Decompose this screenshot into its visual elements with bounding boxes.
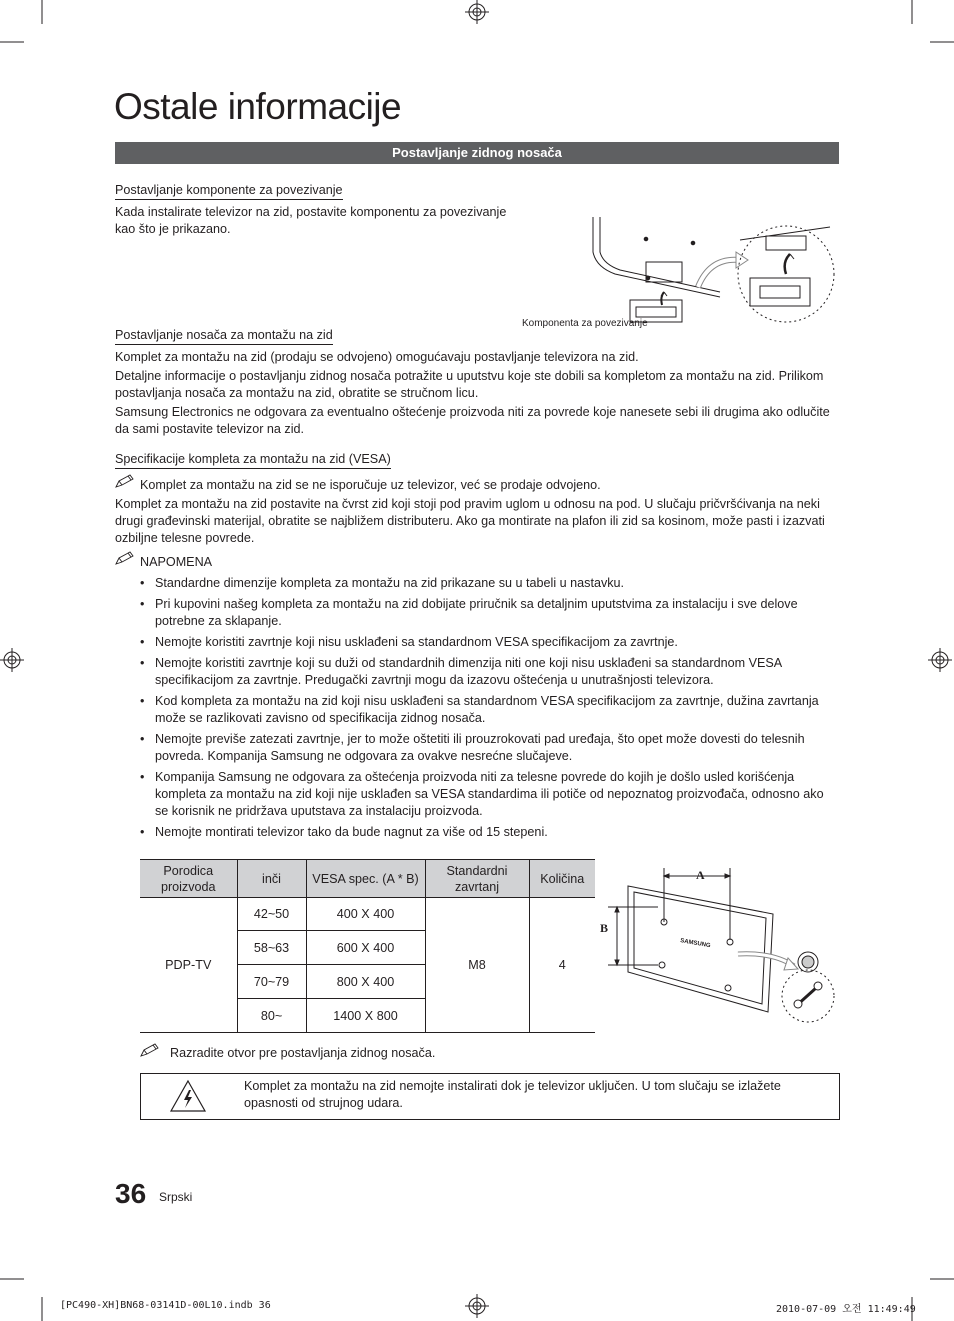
connection-component-illustration [522, 212, 840, 337]
table-header: Porodica proizvoda [140, 860, 237, 898]
table-header: Količina [529, 860, 595, 898]
page-language: Srpski [159, 1190, 193, 1204]
vesa-paragraph: Komplet za montažu na zid postavite na čvrst zid koji stoji pod pravim uglom u odnosu na pod. U slučaju pričvršćivanja na neki drugi građevinski materijal, obratite se najbližem distributeru. Ako ga montirate na plafon ili zid sa kosinom, može pasti i izazvati ozbiljne telesne povrede. [115, 497, 825, 545]
tv-brand-logo: SAMSUNG [679, 938, 711, 950]
section-title-bar: Postavljanje zidnog nosača [115, 142, 839, 164]
table-cell-inch: 42~50 [237, 898, 306, 931]
list-item: • Nemojte previše zatezati zavrtnje, jer to može oštetiti ili prouzrokovati pad uređaja, što opet može dovesti do telesnih povreda. Kompanija Samsung ne odgovara za ovakve nesrećne slučajeve. [140, 731, 840, 765]
footer-file-name: [PC490-XH]BN68-03141D-00L10.indb 36 [60, 1300, 271, 1311]
table-cell-inch: 58~63 [237, 931, 306, 965]
table-header: inči [237, 860, 306, 898]
page-number: 36 [115, 1178, 147, 1209]
table-cell-spec: 600 X 400 [306, 931, 425, 965]
napomena-label: NAPOMENA [140, 555, 213, 569]
tv-back-vesa-diagram [598, 862, 840, 1032]
component-text: Kada instalirate televizor na zid, postavite komponentu za povezivanje kao što je prikazano. [115, 205, 507, 236]
table-header: Standardni zavrtanj [425, 860, 529, 898]
table-cell-screw: M8 [425, 898, 529, 1033]
table-cell-family: PDP-TV [140, 898, 237, 1033]
table-header: VESA spec. (A * B) [306, 860, 425, 898]
list-item: • Kod kompleta za montažu na zid koji nisu usklađeni sa standardnom VESA specifikacijom za zavrtnje, dužina zavrtanja može se razlikovati zavisno od specifikacija zidnog nosača. [140, 693, 840, 727]
note-pencil-icon [115, 474, 137, 488]
list-item: • Pri kupovini našeg kompleta za montažu na zid dobijate priručnik sa detaljnim uputstvima za instalaciju i sve delove potrebne za sklapanje. [140, 596, 840, 630]
vesa-spec-table [140, 859, 595, 1033]
vesa-note-2: Razradite otvor pre postavljanja zidnog nosača. [170, 1046, 436, 1060]
bracket-paragraph-3: Samsung Electronics ne odgovara za eventualno oštećenje proizvoda niti za povrede koje nanesete sebi ili drugima ako odlučite da sami postavite televizor na zid. [115, 405, 830, 436]
table-cell-spec: 400 X 400 [306, 898, 425, 931]
dimension-label-b: B [600, 921, 609, 935]
napomena-pencil-icon [115, 551, 137, 565]
footer-date: 2010-07-09 오전 11:49:49 [776, 1304, 916, 1315]
dimension-label-a: A [696, 868, 705, 882]
table-cell-spec: 1400 X 800 [306, 999, 425, 1033]
bracket-paragraph-1: Komplet za montažu na zid (prodaju se odvojeno) omogućavaju postavljanje televizora na zid. [115, 350, 639, 364]
list-item: • Nemojte montirati televizor tako da bude nagnut za više od 15 stepeni. [140, 824, 840, 841]
electric-shock-warning-icon [169, 1079, 207, 1113]
table-cell-quantity: 4 [529, 898, 595, 1033]
component-heading: Postavljanje komponente za povezivanje [115, 182, 343, 200]
list-item: • Nemojte koristiti zavrtnje koji nisu usklađeni sa standardnom VESA specifikacijom za zavrtnje. [140, 634, 840, 651]
table-cell-spec: 800 X 400 [306, 965, 425, 999]
list-item: • Nemojte koristiti zavrtnje koji su duži od standardnih dimenzija niti one koji nisu usklađeni sa standardnom VESA specifikacijom za zavrtnje. Predugački zavrtnji mogu da izazovu oštećenja u unutrašnjosti televizora. [140, 655, 840, 689]
registration-target-top [465, 0, 489, 24]
table-cell-inch: 80~ [237, 999, 306, 1033]
vesa-note-1: Komplet za montažu na zid se ne isporučuje uz televizor, već se prodaje odvojeno. [140, 478, 601, 492]
vesa-heading: Specifikacije kompleta za montažu na zid (VESA) [115, 451, 391, 469]
napomena-list [140, 575, 840, 845]
component-figure-label: Komponenta za povezivanje [522, 318, 648, 329]
bracket-heading: Postavljanje nosača za montažu na zid [115, 327, 333, 345]
table-cell-inch: 70~79 [237, 965, 306, 999]
note-pencil-icon [140, 1043, 162, 1057]
list-item: • Standardne dimenzije kompleta za montažu na zid prikazane su u tabeli u nastavku. [140, 575, 840, 592]
bracket-paragraph-2: Detaljne informacije o postavljanju zidnog nosača potražite u uputstvu koje ste dobili sa kompletom za montažu na zid. Prilikom postavljanja nosača za montažu na zid, obratite se stručnom licu. [115, 369, 824, 400]
page-title: Ostale informacije [114, 86, 402, 127]
warning-text: Komplet za montažu na zid nemojte instalirati dok je televizor uključen. U tom slučaju se izlažete opasnosti od strujnog udara. [244, 1079, 781, 1110]
list-item: • Kompanija Samsung ne odgovara za oštećenja proizvoda niti za telesne povrede do kojih je došlo usled korišćenja kompleta za montažu na zid koji nije usklađen sa VESA standardima ili potiče od nepoznatog proizvođača, odnosno ako se korisnik ne pridržava uputstava za instalaciju proizvoda. [140, 769, 840, 820]
